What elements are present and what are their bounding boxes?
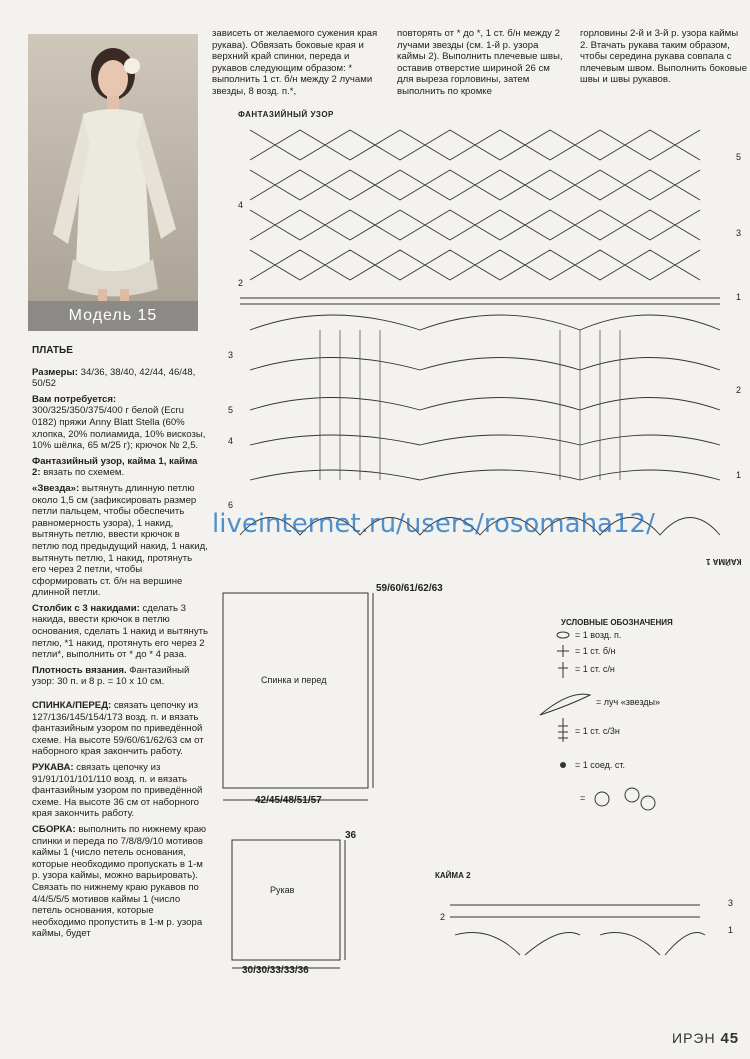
materials-value: 300/325/350/375/400 г белой (Ecru 0182) пряжи Anny Blatt Stella (60% хлопка, 20% полиамида, 10% вискозы, 10% шёлка, 65 м/25 г); крючок № 2,5. [32,405,206,452]
sizes-value: 34/36, 38/40, 42/44, 46/48, 50/52 [32,366,196,390]
row-number: 5 [228,405,234,415]
legend-item: = 1 ст. с/3н [575,726,620,736]
materials-label: Вам потребуется: [32,393,117,405]
section-title: ПЛАТЬЕ [32,345,73,356]
materials-paragraph [32,394,208,452]
top-text-col3: горловины 2-й и 3-й р. узора каймы 2. Втачать рукава таким образом, чтобы середина рукава совпала с плечевым швом. Выполнить боковые швы и швы рукавов. [580,28,748,86]
legend-equals-sign: = [580,793,586,803]
star-paragraph [32,483,208,599]
row-number: 2 [238,278,244,288]
row-number: 3 [736,228,742,238]
instructions-column [32,345,208,944]
legend-item: = 1 возд. п. [575,630,622,640]
stitch-paragraph [32,603,208,661]
sleeve-value: связать цепочку из 91/91/101/101/110 возд. п. и вязать фантазийным узором по приведённой схеме. На высоте 36 см от наборного края закончить работу. [32,762,203,820]
sleeve-width-dim: 30/30/33/33/36 [242,965,309,976]
kaima1-label: КАЙМА 1 [706,557,742,566]
row-number: 4 [238,200,244,210]
kaima2-title: КАЙМА 2 [435,871,471,880]
sizes-paragraph [32,367,208,390]
pattern-value: вязать по схемем. [40,467,125,479]
density-value: Фантазийный узор: 30 п. и 8 р. = 10 х 10 см. [32,664,190,688]
star-value: вытянуть длинную петлю около 1,5 см (зафиксировать размер петли пальцем, чтобы обеспечить равномерность узора), 1 накид, вытянуть петлю, ввести крючок в петлю под предыдущий накид, 1 накид, вытянуть петлю, 1 накид, протянуть его через 2 петли, чтобы сформировать ст. б/н на вершине длинной петли. [32,482,208,599]
stitch-value: сделать 3 накида, ввести крючок в петлю основания, сделать 1 накид и вытянуть петлю, *1 накид, протянуть его через 2 петли*, выполнить от * до * 4 раза. [32,602,209,661]
body-schema-label: Спинка и перед [261,675,327,685]
assembly-label: СБОРКА: [32,823,76,835]
row-number: 1 [736,292,742,302]
brand-name: ИРЭН [672,1030,716,1046]
sizes-label: Размеры: [32,366,78,378]
body-height-dim: 59/60/61/62/63 [376,583,443,594]
row-number: 3 [228,350,234,360]
row-number: 5 [736,152,742,162]
legend-item: = 1 ст. с/н [575,664,615,674]
body-width-dim: 42/45/48/51/57 [255,795,322,806]
page-footer [672,1030,739,1047]
legend-item: = 1 ст. б/н [575,646,616,656]
back-label: СПИНКА/ПЕРЕД: [32,700,112,712]
top-text-col2: повторять от * до *, 1 ст. б/н между 2 лучами звезды (см. 1-й р. узора каймы 2). Выполнить плечевые швы, оставив отверстие шириной 26 см для выреза горловины, затем выполнить по кромке [397,28,563,97]
row-number: 4 [228,436,234,446]
back-paragraph [32,700,208,758]
sleeve-height-dim: 36 [345,830,357,841]
photo-caption: Модель 15 [28,301,198,331]
back-value: связать цепочку из 127/136/145/154/173 возд. п. и вязать фантазийным узором по приведённой схеме. На высоте 59/60/61/62/63 см от наборного края закончить работу. [32,700,204,758]
density-label: Плотность вязания. [32,664,127,676]
legend-title: УСЛОВНЫЕ ОБОЗНАЧЕНИЯ [561,618,673,627]
sleeve-label: РУКАВА: [32,762,74,773]
model-photo [28,34,198,331]
legend-item: = луч «звезды» [596,697,660,707]
row-number: 6 [228,500,234,510]
kaima2-row-number: 3 [728,898,734,908]
pattern-paragraph [32,456,208,479]
assembly-value: выполнить по нижнему краю спинки и переда по 7/8/8/9/10 мотивов каймы 1 (число петель основания, которые необходимо пропускать в 1-м р. узора каймы, можно варьировать). Связать по нижнему краю рукавов по 4/4/5/5/5 мотивов каймы 1 (число петель основания, которые необходимо пропустить в 1-м р. узора каймы, будет [32,823,207,940]
model-illustration [28,34,198,331]
pattern-label: Фантазийный узор, кайма 1, кайма 2: [32,455,198,479]
stitch-label: Столбик с 3 накидами: [32,602,140,614]
watermark: liveinternet.ru/users/rosomaha12/ [212,509,655,539]
kaima2-row-number: 2 [440,912,446,922]
assembly-paragraph [32,824,208,940]
kaima2-row-number: 1 [728,925,734,935]
star-label: «Звезда»: [32,482,80,494]
sleeve-schema-label: Рукав [270,885,295,895]
page-number: 45 [720,1030,740,1047]
density-paragraph [32,665,208,688]
row-number: 2 [736,385,742,395]
diagram-title: ФАНТАЗИЙНЫЙ УЗОР [238,110,334,119]
sleeve-paragraph [32,762,208,820]
legend-item: = 1 соед. ст. [575,760,626,770]
top-text-col1: зависеть от желаемого сужения края рукава). Обвязать боковые края и верхний край спинки, переда и рукавов следующим образом: * выполнить 1 ст. б/н между 2 лучами звезды, 8 возд. п.*, [212,28,378,97]
row-number: 1 [736,470,742,480]
